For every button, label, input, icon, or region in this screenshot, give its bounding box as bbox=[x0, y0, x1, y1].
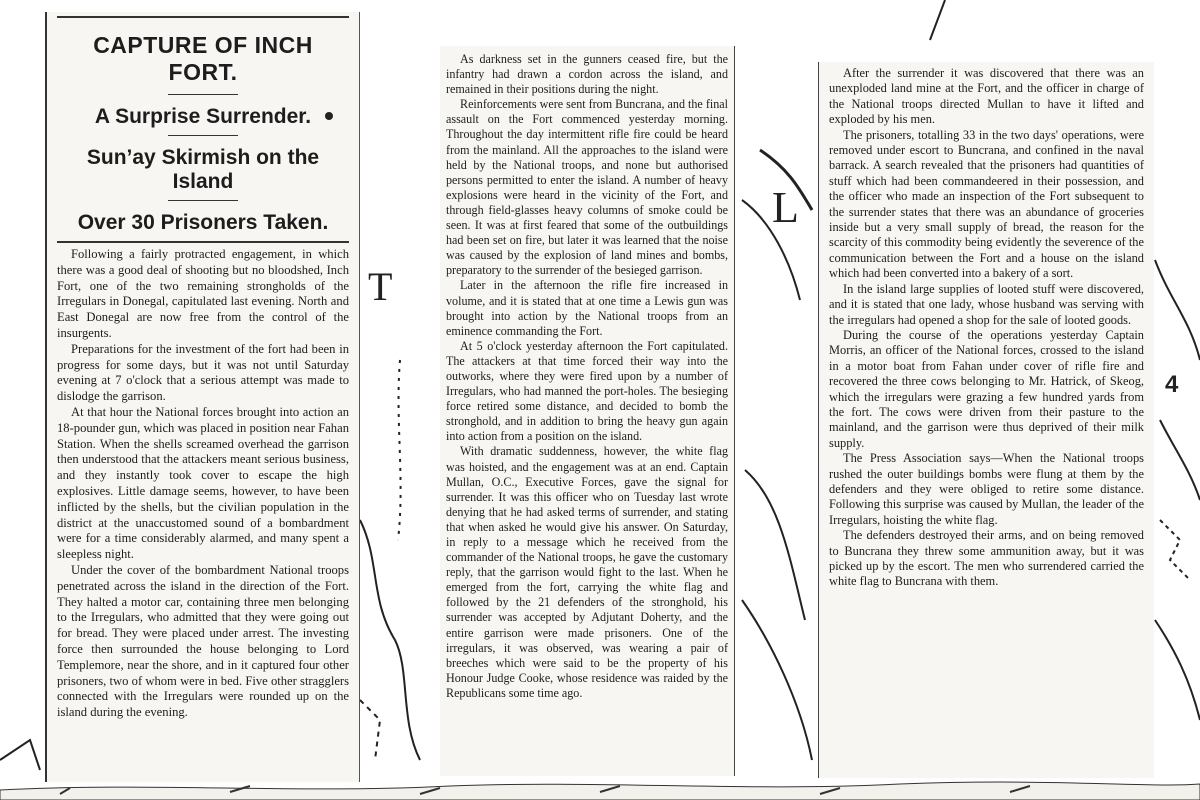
paragraph: After the surrender it was discovered that there was an unexploded land mine at the Fort, and the officer in charge of the National troops directed Mullan to have it lifted and exploded by his men. bbox=[829, 66, 1144, 127]
map-letter-t: T bbox=[368, 264, 393, 309]
subhead-sunday-skirmish: Sun’ay Skirmish on the Island bbox=[86, 146, 320, 193]
article-column-3 bbox=[818, 62, 1154, 778]
paragraph: Later in the afternoon the rifle fire increased in volume, and it is stated that at one time a Lewis gun was brought into action by the National troops from an eminence commanding the Fort. bbox=[446, 278, 728, 338]
article-column-2 bbox=[440, 46, 735, 776]
paragraph: During the course of the operations yesterday Captain Morris, an officer of the National forces, crossed to the island in a motor boat from Fahan under cover of rifle fire and recovered the three cows belonging to Mr. Hatrick, of Skeog, which the irregulars were grazing a few hundred yards from the fort. The cows were driven from their pasture to the mainland, and the garrison were thus deprived of their milk supply. bbox=[829, 327, 1144, 450]
column-top-rule bbox=[57, 16, 349, 18]
headline-divider bbox=[168, 94, 238, 95]
headline: CAPTURE OF INCH FORT. bbox=[93, 32, 313, 85]
paragraph: As darkness set in the gunners ceased fire, but the infantry had drawn a cordon across the island, and remained in their positions during the night. bbox=[446, 52, 728, 97]
paragraph: With dramatic suddenness, however, the white flag was hoisted, and the engagement was at an end. Captain Mullan, O.C., Executive Forces, gave the signal for surrender. It was this officer who on Tuesday last wrote denying that he had asked terms of surrender, and stating that when asked he would give his answer. On Saturday, in reply to a message which he received from the commander of the National troops, he gave the customary reply, that the garrison would fight to the last. When he emerged from the fort, carrying the white flag and followed by the 21 defenders of the stronghold, his surrender was accepted by Adjutant Doherty, and the entire garrison were made prisoners. One of the irregulars, it was observed, was wearing a pair of breeches which were said to be the property of his Honour Judge Cooke, whose residence was raided by the Republicans some time ago. bbox=[446, 444, 728, 700]
paragraph: Preparations for the investment of the fort had been in progress for some days, but it was not until Saturday evening at 7 o'clock that a serious attempt was made to dislodge the garrison. bbox=[57, 341, 349, 404]
headline-bottom-rule bbox=[57, 241, 349, 243]
paragraph: Under the cover of the bombardment National troops penetrated across the island in the direction of the Fort. They halted a motor car, containing three men belonging to the Irregulars, who admitted that they were going out for bread. They were placed under arrest. The investing force then surrounded the house belonging to Lord Templemore, near the shore, and in it captured four other prisoners, two of whom were in bed. Five other stragglers connected with the Irregulars were rounded up on the island during the evening. bbox=[57, 562, 349, 720]
paragraph: Following a fairly protracted engagement, in which there was a good deal of shooting but no bloodshed, Inch Fort, one of the two remaining strongholds of the Irregulars in Donegal, capitulated last evening. North and East Donegal are now free from the control of the insurgents. bbox=[57, 247, 349, 340]
subhead-prisoners-taken: Over 30 Prisoners Taken. bbox=[77, 211, 329, 234]
paragraph: The defenders destroyed their arms, and on being removed to Buncrana they threw some ammunition away, but it was picked up by the escort. The men who surrendered carried the white flag to Buncrana with them. bbox=[829, 528, 1144, 589]
paragraph: In the island large supplies of looted stuff were discovered, and it is stated that one lady, whose husband was serving with the irregulars had opened a shop for the sale of looted goods. bbox=[829, 281, 1144, 327]
paragraph: The prisoners, totalling 33 in the two days' operations, were removed under escort to Buncrana, and confined in the naval barrack. A search revealed that the prisoners had quantities of stuff which had been commandeered in their possession, and the officer who made an inspection of the Fort subsequent to the surrender states that there was an abundance of groceries inside but a very small supply of bread, the reason for the scarcity of this commodity being evidently the severence of the communication between the Fort and a house on the island which had been converted into a bakery of a sort. bbox=[829, 127, 1144, 281]
torn-bottom-strip bbox=[0, 776, 1200, 800]
paragraph: At that hour the National forces brought into action an 18-pounder gun, which was placed in position near Fahan Station. When the shells screamed overhead the garrison then understood that the attackers meant serious business, and they instantly took cover to escape the high explosives. Little damage seems, however, to have been inflicted by the shells, but the civilian population in the district at the unaccustomed sound of a bombardment were for a time considerably alarmed, and many spent a sleepless night. bbox=[57, 404, 349, 562]
paragraph: The Press Association says—When the National troops rushed the outer buildings bombs were flung at them by the defenders and they were obliged to retire some distance. Following this surprise was caused by Mullan, the leader of the Irregulars, hoisting the white flag. bbox=[829, 451, 1144, 527]
ink-dot bbox=[325, 112, 333, 120]
map-letter-l: L bbox=[772, 183, 799, 232]
paragraph: Reinforcements were sent from Buncrana, and the final assault on the Fort commenced yesterday morning. Throughout the day intermittent rifle fire could be heard from the mainland. All the approaches to the island were held by the National troops, and none but authorised persons permitted to enter the island. A number of heavy explosions were heard in the vicinity of the Fort, and through field-glasses heavy columns of smoke could be seen. It was at first feared that some of the outbuildings had been set on fire, but later it was learned that the noise was caused by the explosion of land mines and bombs, preparatory to the surrender of the besieged garrison. bbox=[446, 97, 728, 278]
subhead-divider bbox=[168, 200, 238, 201]
article-column-1 bbox=[45, 12, 360, 782]
subhead-divider bbox=[168, 135, 238, 136]
paragraph: At 5 o'clock yesterday afternoon the Fort capitulated. The attackers at that time forced their way into the outworks, where they were fired upon by a number of Irregulars, who had manned the port-holes. The besieging force retired some distance, and decided to bomb the stronghold, and in addition to bring the heavy gun again into action from a position on the island. bbox=[446, 338, 728, 444]
subhead-surprise-surrender: A Surprise Surrender. bbox=[94, 105, 312, 128]
map-digit-4: 4 bbox=[1165, 371, 1179, 398]
